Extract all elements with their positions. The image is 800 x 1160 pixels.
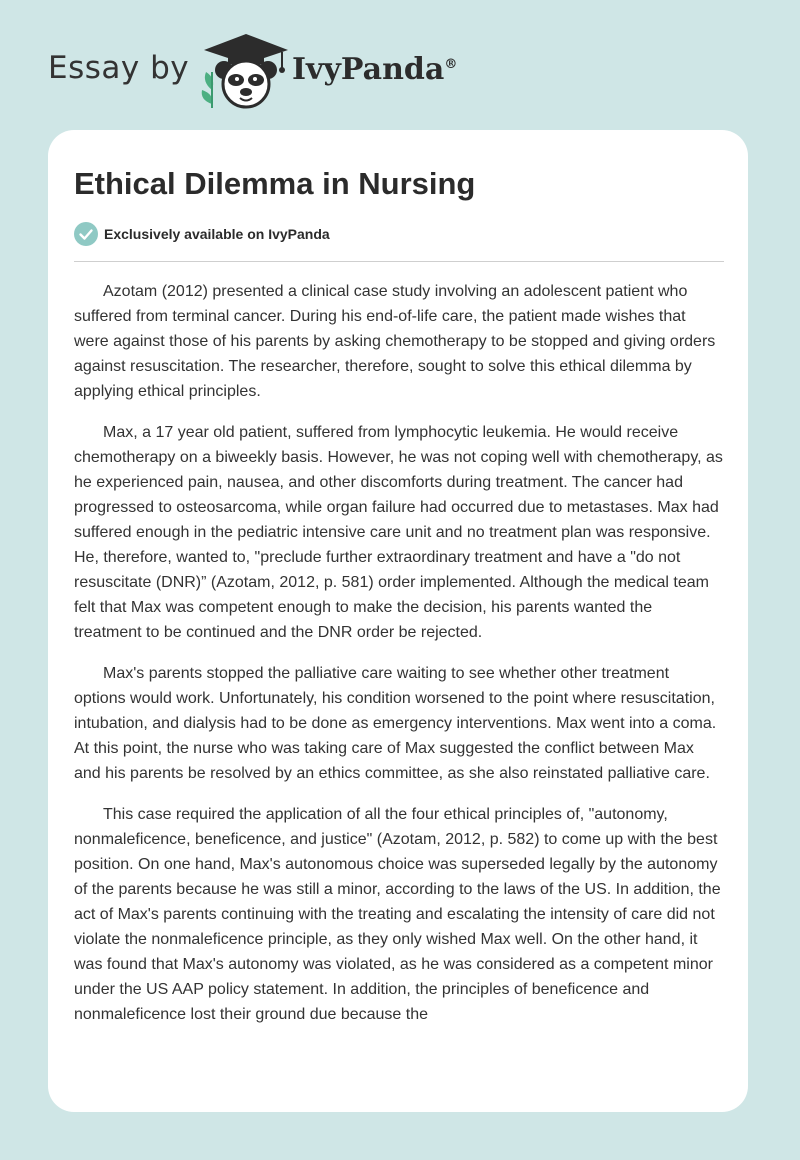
page-title: Ethical Dilemma in Nursing (74, 166, 476, 201)
site-header (0, 0, 800, 130)
essay-paragraph: Max's parents stopped the palliative care waiting to see whether other treatment options would work. Unfortunately, his condition worsened to the point where resuscitation, intubation, and dialysis had to be done as emergency interventions. Max went into a coma. At this point, the nurse who was taking care of Max suggested the conflict between Max and his parents be resolved by an ethics committee, as she also reinstated palliative care. (74, 665, 717, 782)
panda-graduate-logo-icon[interactable] (198, 30, 294, 110)
essay-card (48, 130, 748, 1112)
badge-label: Exclusively available on IvyPanda (104, 226, 330, 242)
brand-prefix: Essay by (48, 50, 190, 86)
essay-paragraph: This case required the application of all the four ethical principles of, "autonomy, nonmaleficence, beneficence, and justice" (Azotam, 2012, p. 582) to come up with the best position. On one hand, Max's autonomous choice was superseded legally by the autonomy of the parents because he was still a minor, according to the laws of the US. In addition, the act of Max's parents continuing with the treating and escalating the intensity of care did not violate the nonmaleficence principle, as they only wished Max well. On the other hand, it was found that Max's autonomy was violated, as he was considered as a competent minor under the US AAP policy statement. In addition, the principles of beneficence and nonmaleficence lost their ground due because the (74, 806, 721, 1023)
divider (74, 261, 724, 262)
essay-paragraph: Azotam (2012) presented a clinical case study involving an adolescent patient who suffered from terminal cancer. During his end-of-life care, the patient made wishes that were against those of his parents by asking chemotherapy to be stopped and giving orders against resuscitation. The researcher, therefore, sought to solve this ethical dilemma by applying ethical principles. (74, 283, 716, 400)
brand-name[interactable]: IvyPanda® (292, 52, 458, 87)
essay-paragraph: Max, a 17 year old patient, suffered from lymphocytic leukemia. He would receive chemotherapy on a biweekly basis. However, he was not coping well with chemotherapy, as he experienced pain, nausea, and other discomforts during treatment. The cancer had progressed to osteosarcoma, while organ failure had occurred due to metastases. Max had suffered enough in the pediatric intensive care unit and no treatment plan was responsive. He, therefore, wanted to, "preclude further extraordinary treatment and have a "do not resuscitate (DNR)” (Azotam, 2012, p. 581) order implemented. Although the medical team felt that Max was competent enough to make the decision, his parents wanted the treatment to be continued and the DNR order be rejected. (74, 424, 723, 641)
registered-mark: ® (444, 57, 458, 72)
exclusive-badge (74, 222, 330, 246)
essay-body (74, 279, 724, 1043)
check-circle-icon (74, 222, 98, 246)
